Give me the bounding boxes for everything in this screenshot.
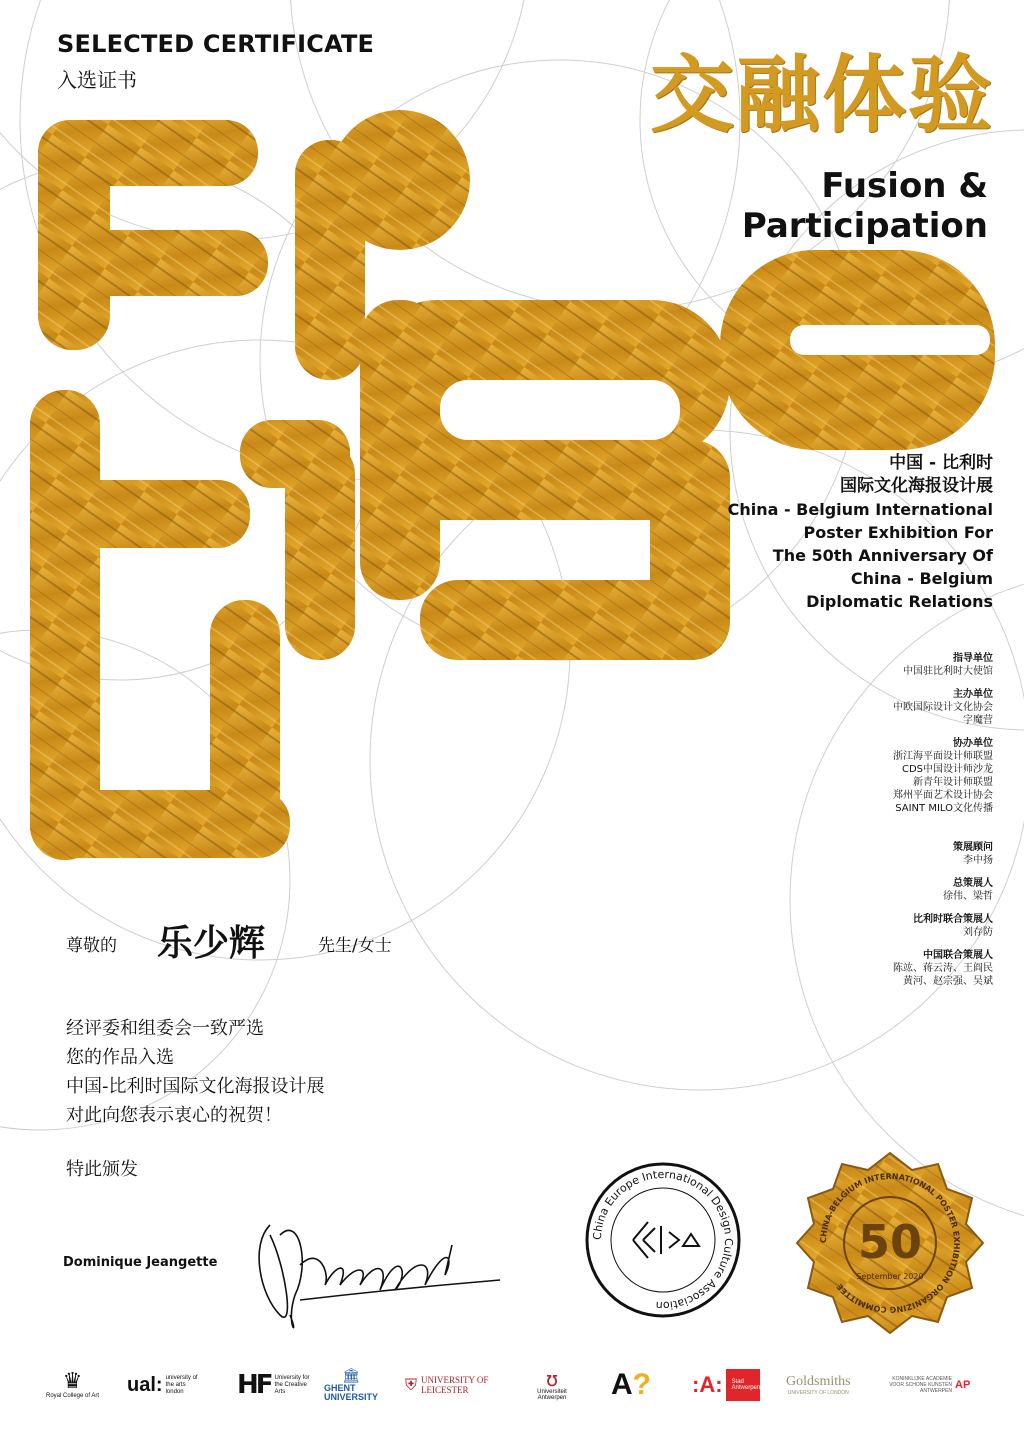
exhibition-en-line: The 50th Anniversary Of: [772, 546, 993, 565]
logo-goldsmiths: Goldsmiths UNIVERSITY OF LONDON: [786, 1374, 851, 1396]
partner-logos: [0, 1360, 1024, 1420]
logo-uca: HF University for the Creative Arts: [237, 1370, 310, 1400]
red-a-icon: :A:: [692, 1372, 723, 1397]
hero-title-en-line1: Fusion &: [821, 166, 988, 206]
credit-name: 徐伟、梁哲: [943, 891, 993, 902]
recipient-name: 乐少辉: [157, 923, 266, 964]
certificate-body: [66, 1014, 325, 1130]
credit-group: [893, 913, 993, 939]
exhibition-en-line: Poster Exhibition For: [803, 523, 993, 542]
logo-ghent-university: 🏛 GHENT UNIVERSITY: [324, 1368, 379, 1402]
body-line: 对此向您表示衷心的祝贺！: [66, 1105, 282, 1126]
exhibition-en-line: China - Belgium: [850, 569, 993, 588]
credit-heading: 策展顾问: [953, 842, 993, 853]
exhibition-en-line: Diplomatic Relations: [806, 592, 993, 611]
ghent-building-icon: 🏛: [342, 1368, 360, 1384]
greeting: 尊敬的: [66, 936, 117, 956]
uca-mark-icon: HF: [237, 1370, 271, 1400]
exhibition-title-block: [728, 452, 993, 613]
credit-name: 陈竑、蒋云涛、王阎民: [893, 963, 993, 974]
issued-statement: 特此颁发: [66, 1159, 138, 1180]
credit-name: 黄河、赵宗强、吴斌: [903, 976, 993, 987]
logo-a-question: A ?: [611, 1368, 651, 1401]
exhibition-cn-line1: 中国 - 比利时: [889, 453, 993, 473]
body-line: 经评委和组委会一致严选: [66, 1018, 264, 1039]
credit-group: [893, 877, 993, 903]
certificate-title-en: SELECTED CERTIFICATE: [57, 30, 375, 58]
credit-name: 字魔营: [963, 715, 993, 726]
credit-name: 浙江海平面设计师联盟: [893, 751, 993, 762]
credit-group: [893, 737, 993, 815]
logo-kask-ap: KONINKLIJKE ACADEMIE VOOR SCHONE KUNSTEN ANTWERPEN AP: [889, 1376, 971, 1394]
credit-name: SAINT MILO文化传播: [895, 803, 993, 814]
seal-date: September 2020: [856, 1272, 924, 1281]
credit-heading: 中国联合策展人: [923, 950, 993, 961]
logo-ual: ual: university of the arts london: [127, 1373, 198, 1396]
exhibition-cn-line2: 国际文化海报设计展: [840, 476, 993, 496]
logo-royal-college-of-art: ♛ Royal College of Art: [46, 1369, 100, 1399]
signer-name: Dominique Jeangette: [63, 1255, 218, 1270]
credits-list: [893, 652, 993, 998]
credit-name: 李中扬: [963, 855, 993, 866]
credit-heading: 协办单位: [953, 738, 993, 749]
credit-heading: 总策展人: [953, 878, 993, 889]
credit-group: [893, 949, 993, 988]
credit-group: [893, 688, 993, 727]
body-line: 中国-比利时国际文化海报设计展: [66, 1076, 325, 1097]
certificate-title-cn: 入选证书: [57, 68, 137, 92]
logo-university-of-leicester: ⛨ UNIVERSITY OF LEICESTER: [405, 1375, 489, 1395]
credit-name: 新青年设计师联盟: [913, 777, 993, 788]
seal-number: 50: [857, 1215, 923, 1269]
crest-icon: ♛: [62, 1369, 83, 1394]
credit-name: 中国驻比利时大使馆: [903, 666, 993, 677]
antwerpen-u-icon: ʊ: [545, 1367, 559, 1391]
hero-title-cn: 交融体验: [649, 46, 994, 144]
credit-group: [893, 841, 993, 867]
handwritten-signature: [240, 1205, 510, 1345]
credit-heading: 比利时联合策展人: [913, 914, 993, 925]
logo-stad-antwerpen: :A: Stad Antwerpen: [692, 1360, 760, 1410]
credit-group: [893, 652, 993, 678]
logo-universiteit-antwerpen: ʊ Universiteit Antwerpen: [537, 1367, 567, 1401]
body-line: 您的作品入选: [66, 1047, 174, 1068]
recipient-honorific: 先生/女士: [318, 936, 392, 956]
exhibition-en-line: China - Belgium International: [727, 500, 993, 519]
credit-name: CDS中国设计师沙龙: [901, 764, 993, 775]
hero-title-en-line2: Participation: [741, 206, 988, 246]
credit-heading: 主办单位: [953, 689, 993, 700]
stamp-ring-text: China Europe International Design Culture Association: [590, 1167, 736, 1313]
association-stamp: [583, 1160, 743, 1320]
seal-ring-text: CHINA-BELGIUM INTERNATIONAL POSTER EXHIBITION ORGANIZING COMMITTEE: [818, 1171, 962, 1315]
credit-heading: 指导单位: [953, 653, 993, 664]
credit-name: 郑州平面艺术设计协会: [893, 790, 993, 801]
leicester-shield-icon: ⛨: [405, 1375, 418, 1394]
credit-name: 中欧国际设计文化协会: [893, 702, 993, 713]
committee-gold-seal: [795, 1148, 985, 1338]
credit-name: 刘存防: [963, 927, 993, 938]
